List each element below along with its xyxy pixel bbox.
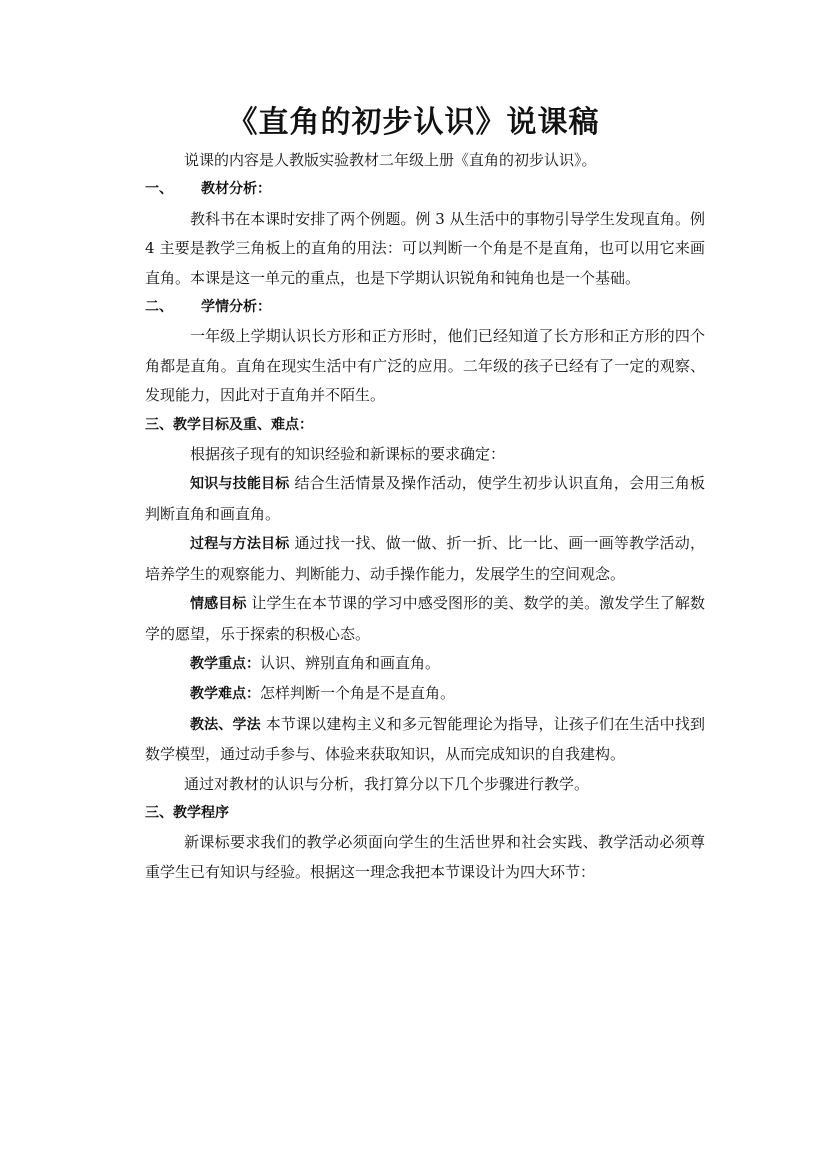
objectives-lead: 根据孩子现有的知识经验和新课标的要求确定： (190, 445, 506, 464)
objective-label: 教学难点： (190, 686, 260, 703)
difficult-point (145, 679, 705, 709)
objective-text: 怎样判断一个角是不是直角。 (260, 684, 456, 703)
document-body (145, 146, 705, 887)
section-number: 二、 (145, 299, 173, 316)
section-title: 教材分析： (201, 181, 271, 198)
objective-process (145, 529, 705, 589)
teaching-methods (145, 710, 705, 770)
objective-text: 结合生活情景及操作活动，使学生初步认识直角，会用三角板判断直角和画直角。 (145, 474, 705, 523)
section-heading-objectives: 三、教学目标及重、难点： (145, 416, 313, 433)
objective-knowledge (145, 469, 705, 529)
document-title: 《直角的初步认识》说课稿 (227, 105, 600, 140)
objective-text: 通过找一找、做一做、折一折、比一比、画一画等教学活动，培养学生的观察能力、判断能力、动手操作能力，发展学生的空间观念。 (145, 534, 705, 583)
section-title: 学情分析： (201, 299, 271, 316)
objective-label: 情感目标 (190, 596, 247, 613)
section-heading-students (145, 293, 705, 322)
objective-text: 认识、辨别直角和画直角。 (260, 653, 441, 672)
objective-label: 教学重点： (190, 655, 260, 672)
materials-paragraph: 教科书在本课时安排了两个例题。例 3 从生活中的事物引导学生发现直角。例 4 主要是教学三角板上的直角的用法：可以判断一个角是不是直角，也可以用它来画直角。本课是这一单元的重点，也是下学期认识锐角和钝角也是一个基础。 (145, 209, 705, 287)
objective-text: 本节课以建构主义和多元智能理论为指导，让孩子们在生活中找到数学模型，通过动手参与、体验来获取知识，从而完成知识的自我建构。 (145, 714, 705, 764)
objectives-closing: 通过对教材的认识与分析，我打算分以下几个步骤进行教学。 (184, 774, 590, 793)
section-heading-procedure: 三、教学程序 (145, 804, 229, 821)
section-heading-materials (145, 175, 705, 204)
objective-label: 教法、学法 (190, 716, 261, 733)
students-paragraph: 一年级上学期认识长方形和正方形时，他们已经知道了长方形和正方形的四个角都是直角。直角在现实生活中有广泛的应用。二年级的孩子已经有了一定的观察、发现能力，因此对于直角并不陌生。 (145, 327, 705, 405)
intro-paragraph: 说课的内容是人教版实验教材二年级上册《直角的初步认识》。 (184, 151, 597, 169)
key-point (145, 649, 705, 679)
objective-text: 让学生在本节课的学习中感受图形的美、数学的美。激发学生了解数学的愿望，乐于探索的积极心态。 (145, 594, 705, 643)
objective-label: 知识与技能目标 (190, 476, 290, 493)
section-number: 一、 (145, 181, 173, 198)
procedure-paragraph: 新课标要求我们的教学必须面向学生的生活世界和社会实践、教学活动必须尊重学生已有知识与经验。根据这一理念我把本节课设计为四大环节： (145, 833, 705, 881)
objective-emotion (145, 589, 705, 649)
objective-label: 过程与方法目标 (190, 536, 290, 553)
